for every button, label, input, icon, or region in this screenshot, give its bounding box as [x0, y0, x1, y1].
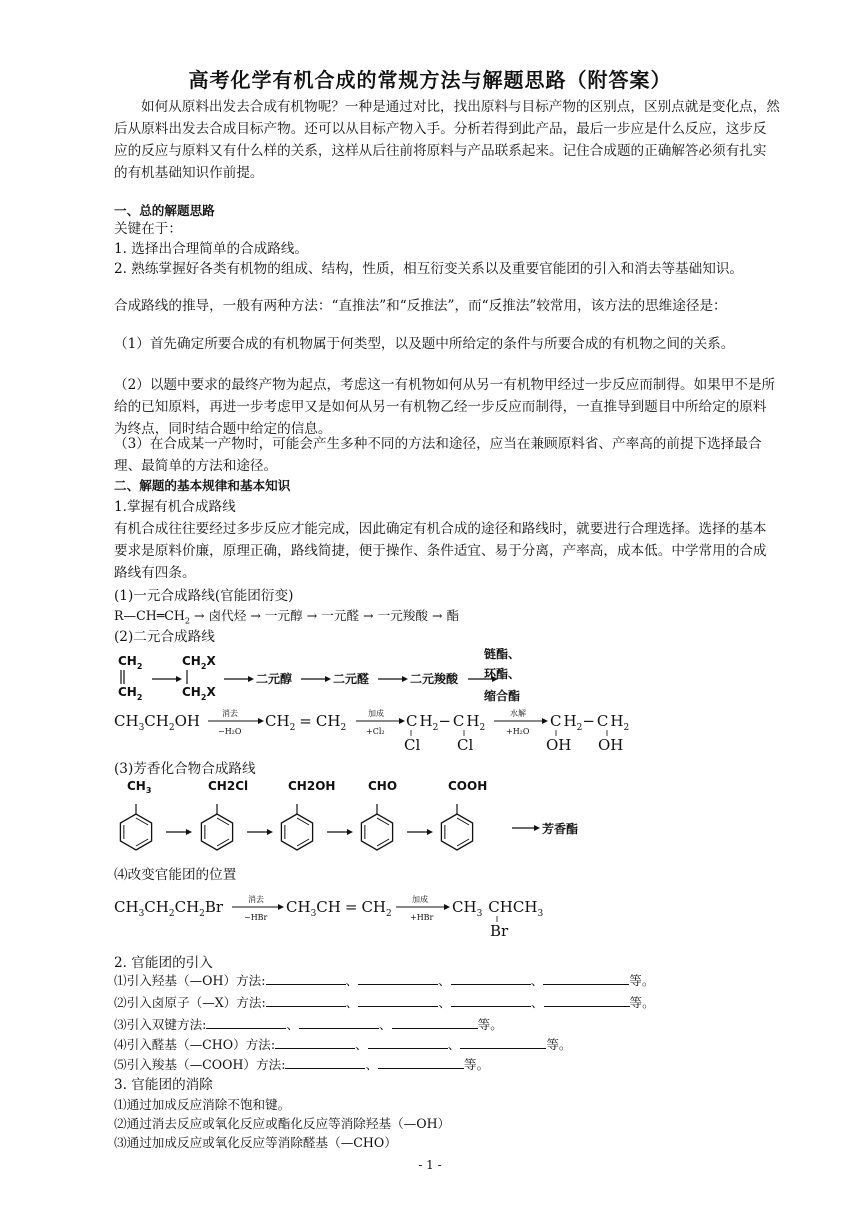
- route-2-equation: [114, 706, 674, 754]
- answer-blank[interactable]: [266, 992, 346, 1007]
- separator: 、: [530, 995, 544, 1010]
- intro-item-label: ⑴引入羟基（—OH）方法:: [114, 973, 266, 988]
- eq2-cl-1: Cl: [404, 736, 421, 754]
- route-1-step: 一元醇: [264, 608, 303, 623]
- section-1-heading: 一、总的解题思路: [114, 203, 215, 218]
- sub-2-heading: 2. 官能团的引入: [114, 955, 213, 971]
- intro-item-end: 等。: [546, 1037, 572, 1052]
- route-1-steps: [194, 608, 459, 623]
- answer-blank[interactable]: [368, 1034, 448, 1049]
- route-1-arrow: →: [359, 608, 378, 623]
- route-3-arrowhead: [186, 829, 192, 835]
- eq2-arrow2-bottom: +Cl₂: [366, 727, 385, 736]
- page-title: 高考化学有机合成的常规方法与解题思路（附答案）: [188, 68, 672, 92]
- intro-item-end: 等。: [477, 1017, 503, 1032]
- answer-blank[interactable]: [358, 970, 438, 985]
- answer-blank[interactable]: [266, 970, 346, 985]
- intro-item-end: 等。: [464, 1057, 490, 1072]
- benzene-substituent: $CH_3$: [127, 779, 152, 795]
- answer-blank[interactable]: [451, 970, 531, 985]
- route-2-title: (2)二元合成路线: [114, 629, 215, 645]
- ethylene-ch2-bottom: CH: [118, 685, 137, 699]
- item-3: [114, 295, 780, 317]
- route-1-arrow: →: [246, 608, 265, 623]
- route-1-arrow: →: [302, 608, 322, 623]
- answer-blank[interactable]: [285, 1054, 365, 1069]
- dihalide-x-top: X: [206, 654, 216, 668]
- section-2-heading: 二、解题的基本规律和基本知识: [114, 478, 291, 493]
- item-3-text: 合成路线的推导，一般有两种方法：“直推法”和“反推法”，而“反推法”较常用，该方法的思维途径是：: [114, 298, 727, 314]
- route-2-scheme: [114, 648, 674, 708]
- point-2: （2）以题中要求的最终产物为起点，考虑这一有机物如何从另一有机物甲经过一步反应而制得。如果甲不是所给的已知原料，再进一步考虑甲又是如何从另一有机物乙经一步反应而制得，一直推导到题目中所给定的原料为终点，同时结合题中给定的信息。: [114, 377, 776, 437]
- intro-item-label: ⑵引入卤原子（—X）方法:: [114, 995, 266, 1010]
- eq2-arrow1-top: 消去: [222, 709, 238, 718]
- route-1-step: 卤代烃: [208, 608, 247, 623]
- svg-text:CH2: [118, 685, 142, 702]
- route-2-step: 二元羧酸: [410, 672, 459, 686]
- benzene-double-bond: [217, 818, 229, 825]
- route-1-title: (1)一元合成路线(官能团衍变): [114, 588, 294, 604]
- intro-item: [114, 1014, 780, 1035]
- dihalide-ch-top: CH: [182, 654, 201, 668]
- eq4-arrow2-top: 加成: [412, 895, 428, 904]
- dihalide-sub-bottom: 2: [200, 693, 207, 702]
- product-condensed-ester: 缩合酯: [484, 689, 521, 703]
- separator: 、: [345, 973, 359, 988]
- route-3-arrowhead: [427, 829, 433, 835]
- synthesis-paragraph: 有机合成往往要经过多步反应才能完成，因此确定有机合成的途径和路线时，就要进行合理选择。选择的基本要求是原料价廉，原理正确，路线简捷，便于操作、条件适宜、易于分离，产率高，成本低。中学常用的合成路线有四条。: [114, 521, 767, 581]
- separator: 、: [355, 1037, 368, 1052]
- benzene-double-bond: [217, 839, 229, 846]
- route-1-step: 一元羧酸: [377, 608, 428, 623]
- route-3-final-arrowhead: [534, 825, 540, 831]
- svg-text:CH2X: [182, 685, 216, 702]
- eq4-bromopropane-2: $CH_3$ $CHCH_3$: [452, 898, 544, 919]
- benzene-ring: [361, 814, 392, 850]
- benzene-double-bond: [297, 839, 309, 846]
- intro-item: [114, 992, 780, 1013]
- eq4-bromopropane: $CH_3CH_2CH_2Br$: [114, 898, 224, 919]
- intro-item: [114, 970, 780, 991]
- eq2-arrow3-bottom: +H₂O: [506, 727, 530, 736]
- intro-item-label: ⑸引入羧基（—COOH）方法:: [114, 1057, 286, 1072]
- route-3-scheme: [114, 776, 674, 858]
- route-2-step: 二元醇: [256, 672, 293, 686]
- product-ring-ester: 环酯、: [484, 667, 521, 681]
- product-chain-ester: 链酯、: [484, 648, 521, 661]
- sub-1-heading: 1.掌握有机合成路线: [114, 499, 236, 515]
- intro-paragraph: 如何从原料出发去合成有机物呢？一种是通过对比，找出原料与目标产物的区别点，区别点就是变化点，然后从原料出发去合成目标产物。还可以从目标产物入手。分析若得到此产品，最后一步应是什么反应，这步反应的反应与原料又有什么样的关系，这样从后往前将原料与产品联系起来。记住合成题的正确解答必须有扎实的有机基础知识作前提。: [114, 99, 780, 181]
- elim-1: ⑴通过加成反应消除不饱和键。: [114, 1097, 291, 1112]
- point-3: （3）在合成某一产物时，可能会产生多种不同的方法和途径，应当在兼顾原料省、产率高的前提下选择最合理、最简单的方法和途径。: [114, 436, 762, 474]
- separator: 、: [438, 973, 451, 988]
- elim-2: ⑵通过消去反应或氧化反应或酯化反应等消除羟基（—OH）: [114, 1116, 451, 1131]
- route-1-arrow: →: [194, 608, 209, 623]
- benzene-substituent: CH2OH: [288, 779, 336, 793]
- route-1-arrow: →: [427, 608, 447, 623]
- eq2-arrow2-top: 加成: [368, 709, 384, 718]
- route-4-equation: [114, 890, 674, 940]
- benzene-double-bond: [457, 818, 469, 825]
- separator: 、: [447, 1037, 461, 1052]
- dihalide-sub-top: 2: [200, 662, 207, 671]
- route-1-start: R—CH═CH: [114, 608, 185, 623]
- eq4-arrow2-bottom: +HBr: [410, 913, 434, 922]
- svg-text:CH2X: [182, 654, 216, 671]
- intro-item-label: ⑶引入双键方法:: [114, 1017, 207, 1032]
- answer-blank[interactable]: [451, 992, 531, 1007]
- svg-text:CH2: [118, 654, 142, 671]
- ethylene-sub-bottom: 2: [136, 693, 143, 702]
- separator: 、: [530, 973, 544, 988]
- eq4-arrow1-top: 消去: [248, 895, 264, 904]
- answer-blank[interactable]: [543, 970, 629, 985]
- intro-item-label: ⑷引入醛基（—CHO）方法:: [114, 1037, 276, 1052]
- eq2-arrow3-top: 水解: [510, 709, 526, 718]
- dihalide-ch-bottom: CH: [182, 685, 201, 699]
- eq2-diol: C $H_2- C$ $H_2$: [550, 712, 630, 733]
- answer-blank[interactable]: [299, 1014, 379, 1029]
- route-3-arrowhead: [347, 829, 353, 835]
- eq2-oh-1: OH: [546, 736, 572, 754]
- benzene-substituent: COOH: [448, 779, 488, 793]
- intro-item-end: 等。: [629, 973, 655, 988]
- dihalide-x-bottom: X: [206, 685, 216, 699]
- route-1-step: 一元醛: [321, 608, 360, 623]
- benzene-substituent: CH2Cl: [208, 779, 249, 793]
- ethylene-sub-top: 2: [136, 662, 143, 671]
- benzene-double-bond: [136, 818, 148, 825]
- answer-blank[interactable]: [544, 992, 630, 1007]
- separator: 、: [365, 1057, 379, 1072]
- item-2: 2. 熟练掌握好各类有机物的组成、结构，性质，相互衍变关系以及重要官能团的引入和消去等基础知识。: [114, 261, 744, 277]
- separator: 、: [379, 1017, 392, 1032]
- key-label: 关键在于：: [114, 221, 182, 237]
- benzene-ring: [441, 814, 472, 850]
- aromatic-ester-label: 芳香酯: [542, 822, 579, 836]
- intro-item: [114, 1054, 780, 1075]
- eq4-propene: $CH_3CH = CH_2$: [286, 898, 392, 919]
- ethylene-ch2-top: CH: [118, 654, 137, 668]
- eq2-ethylene: $CH_2 = CH_2$: [265, 712, 347, 733]
- route-1-step: 酯: [446, 608, 460, 623]
- benzene-double-bond: [377, 818, 389, 825]
- benzene-ring: [201, 814, 232, 850]
- separator: 、: [286, 1017, 299, 1032]
- elim-3: ⑶通过加成反应或氧化反应等消除醛基（—CHO）: [114, 1135, 397, 1150]
- route-2-arrowhead: [325, 676, 331, 682]
- eq2-oh-2: OH: [598, 736, 624, 754]
- benzene-ring: [120, 814, 151, 850]
- route-3-arrowhead: [267, 829, 273, 835]
- benzene-double-bond: [457, 839, 469, 846]
- benzene-ring: [281, 814, 312, 850]
- answer-blank[interactable]: [392, 1014, 478, 1029]
- sub-3-heading: 3. 官能团的消除: [114, 1077, 213, 1093]
- page-number: - 1 -: [418, 1158, 442, 1172]
- separator: 、: [345, 995, 359, 1010]
- item-1: 1. 选择出合理简单的合成路线。: [114, 241, 309, 257]
- route-2-arrowhead: [248, 676, 254, 682]
- eq4-arrow1-bottom: −HBr: [244, 913, 268, 922]
- answer-blank[interactable]: [275, 1034, 355, 1049]
- eq2-dichloride: C $H_2- C$ $H_2$: [406, 712, 486, 733]
- benzene-substituent: CHO: [368, 779, 398, 793]
- answer-blank[interactable]: [358, 992, 438, 1007]
- eq2-ethanol: $CH_3CH_2OH$: [114, 712, 200, 733]
- benzene-double-bond: [377, 839, 389, 846]
- point-1: （1）首先确定所要合成的有机物属于何类型，以及题中所给定的条件与所要合成的有机物之间的关系。: [114, 336, 735, 352]
- answer-blank[interactable]: [206, 1014, 286, 1029]
- intro-item-end: 等。: [629, 995, 655, 1010]
- route-4-title: ⑷改变官能团的位置: [114, 867, 237, 883]
- answer-blank[interactable]: [460, 1034, 546, 1049]
- route-2-step: 二元醛: [333, 672, 370, 686]
- route-2-arrowhead: [402, 676, 408, 682]
- eq4-br: Br: [490, 922, 509, 940]
- eq2-arrow1-bottom: −H₂O: [218, 727, 242, 736]
- eq2-cl-2: Cl: [457, 736, 474, 754]
- intro-item: [114, 1034, 780, 1055]
- benzene-double-bond: [136, 839, 148, 846]
- route-1-start-sub: 2: [184, 616, 190, 626]
- answer-blank[interactable]: [378, 1054, 464, 1069]
- separator: 、: [438, 995, 451, 1010]
- route-3-title: (3)芳香化合物合成路线: [114, 761, 256, 777]
- benzene-double-bond: [297, 818, 309, 825]
